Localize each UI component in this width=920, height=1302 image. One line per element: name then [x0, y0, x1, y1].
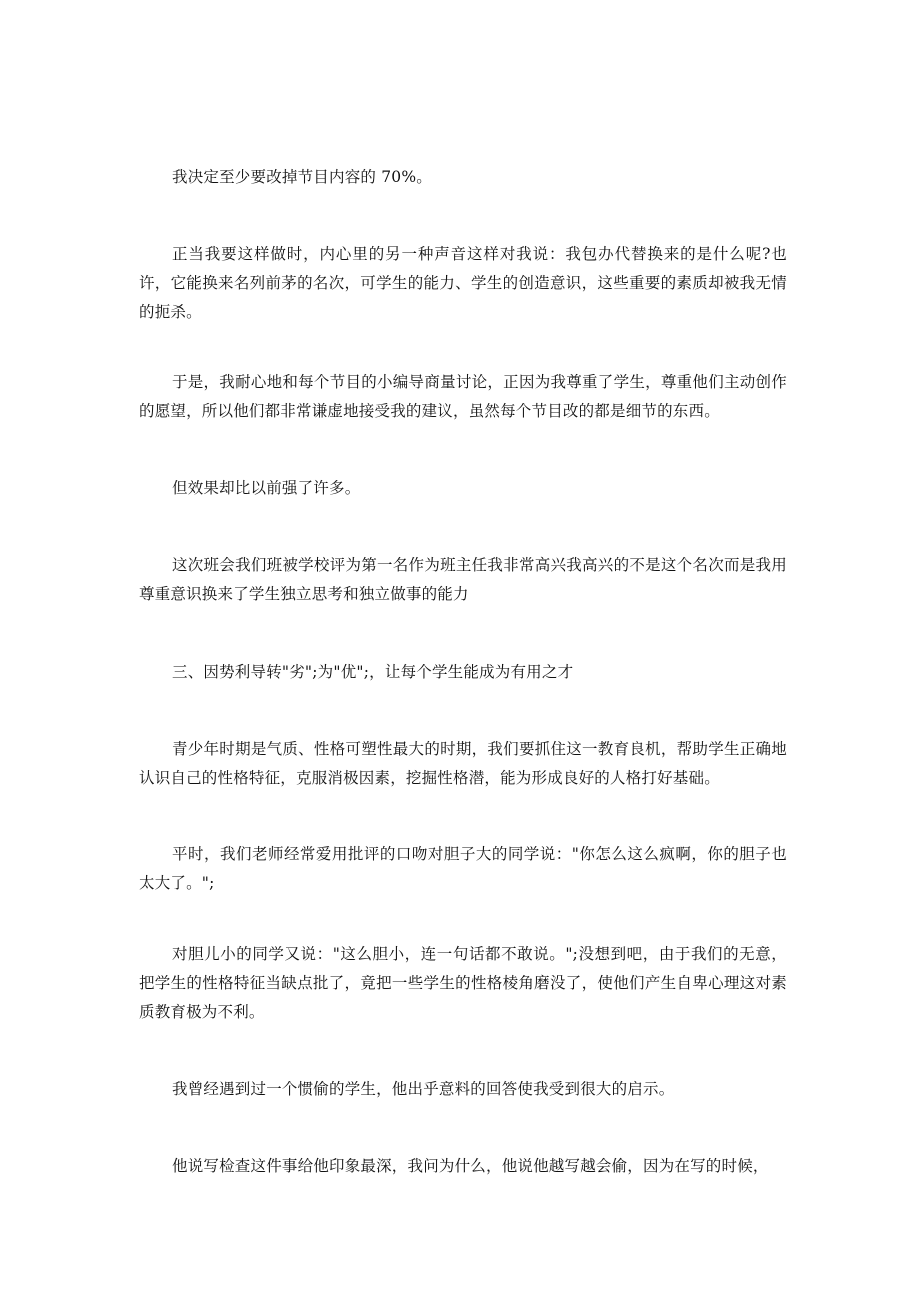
- paragraph-6: 青少年时期是气质、性格可塑性最大的时期，我们要抓住这一教育良机，帮助学生正确地认识自己的性格特征，克服消极因素，挖掘性格潜，能为形成良好的人格打好基础。: [139, 740, 787, 787]
- paragraph-9: 我曾经遇到过一个惯偷的学生，他出乎意料的回答使我受到很大的启示。: [172, 1080, 675, 1098]
- paragraph-7: 平时，我们老师经常爱用批评的口吻对胆子大的同学说："你怎么这么疯啊，你的胆子也太大了。";: [139, 845, 787, 892]
- paragraph-2: 正当我要这样做时，内心里的另一种声音这样对我说：我包办代替换来的是什么呢?也许，它能换来名列前茅的名次，可学生的能力、学生的创造意识，这些重要的素质却被我无情的扼杀。: [139, 245, 787, 321]
- paragraph-3: 于是，我耐心地和每个节目的小编导商量讨论，正因为我尊重了学生，尊重他们主动创作的愿望，所以他们都非常谦虚地接受我的建议，虽然每个节目改的都是细节的东西。: [139, 373, 787, 420]
- section-heading-3: 三、因势利导转"劣";为"优";，让每个学生能成为有用之才: [172, 663, 574, 681]
- paragraph-10: 他说写检查这件事给他印象最深，我问为什么，他说他越写越会偷，因为在写的时候，: [172, 1157, 769, 1175]
- paragraph-4: 但效果却比以前强了许多。: [172, 479, 361, 497]
- paragraph-8: 对胆儿小的同学又说："这么胆小，连一句话都不敢说。";没想到吧，由于我们的无意，把学生的性格特征当缺点批了，竟把一些学生的性格棱角磨没了，使他们产生自卑心理这对素质教育极为不利。: [139, 945, 787, 1021]
- paragraph-5: 这次班会我们班被学校评为第一名作为班主任我非常高兴我高兴的不是这个名次而是我用尊重意识换来了学生独立思考和独立做事的能力: [139, 556, 787, 603]
- paragraph-1: 我决定至少要改掉节目内容的 70%。: [172, 168, 432, 186]
